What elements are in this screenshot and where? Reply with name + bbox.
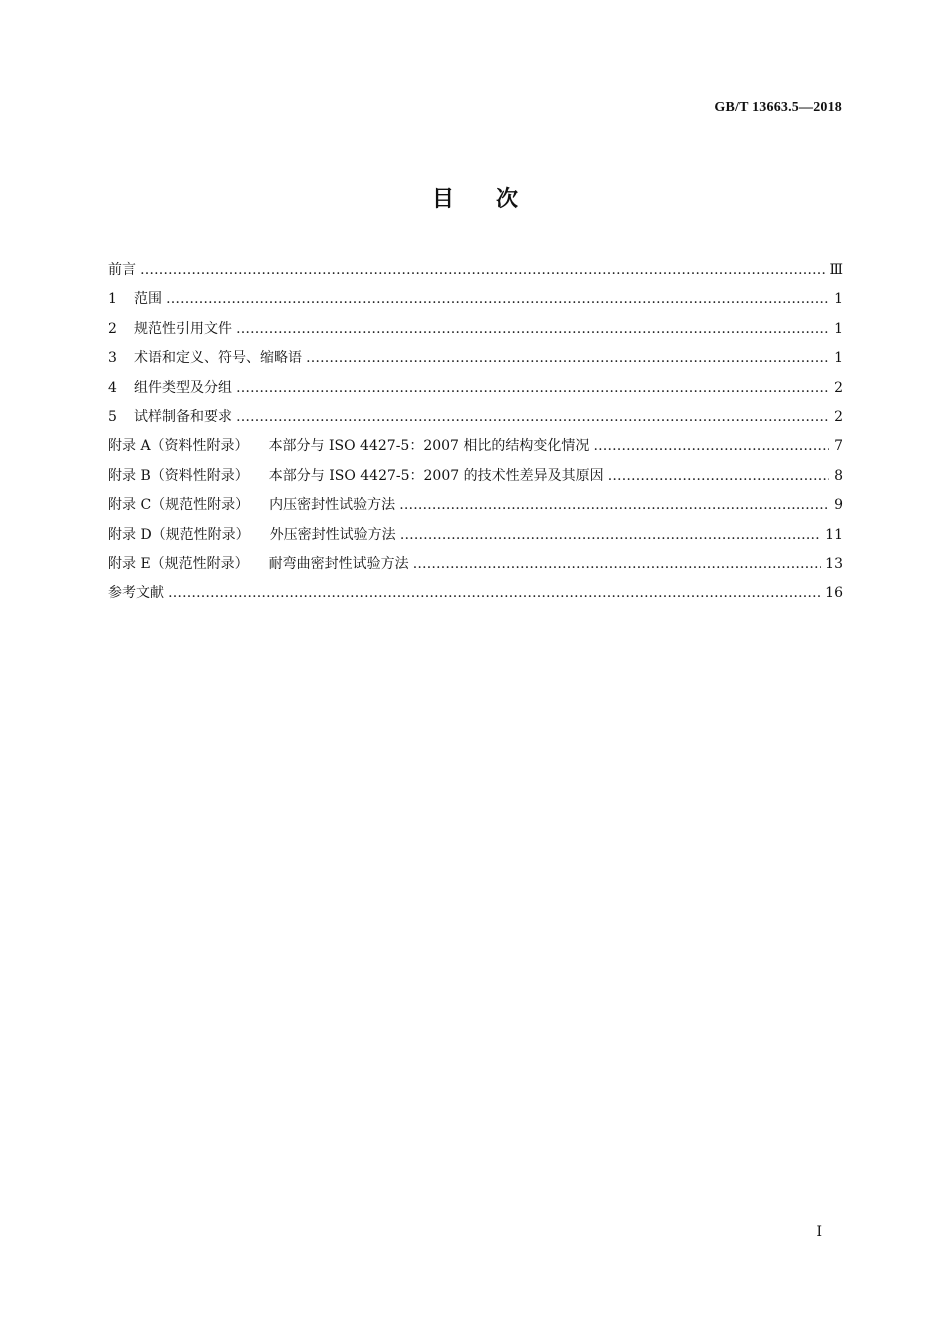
toc-leader-dots <box>608 468 829 484</box>
toc-entry-label: 本部分与 ISO 4427-5：2007 的技术性差异及其原因 <box>268 467 604 484</box>
toc-entry-number: 3 <box>108 350 117 367</box>
toc-entry-label: 耐弯曲密封性试验方法 <box>268 555 409 572</box>
toc-annex-prefix: 附录 B（资料性附录） <box>108 467 249 484</box>
toc-entry-annex-d[interactable] <box>108 524 843 553</box>
toc-entry-normative-references[interactable] <box>108 318 843 347</box>
toc-entry-label: 试样制备和要求 <box>134 408 232 425</box>
toc-entry-page: 2 <box>834 408 843 425</box>
toc-entry-label: 参考文献 <box>108 585 164 602</box>
toc-entry-number: 2 <box>108 320 117 337</box>
toc-entry-page: 1 <box>834 350 843 367</box>
toc-entry-number: 1 <box>108 291 117 308</box>
toc-entry-page: 1 <box>834 291 843 308</box>
toc-entry-page: 7 <box>834 438 843 455</box>
toc-entry-annex-c[interactable] <box>108 494 843 523</box>
toc-entry-label: 前言 <box>108 262 136 278</box>
toc-entry-label: 范围 <box>134 291 162 308</box>
toc-entry-number: 4 <box>108 379 117 396</box>
toc-entry-annex-e[interactable] <box>108 553 843 582</box>
toc-leader-dots <box>593 438 829 454</box>
toc-entry-terms[interactable] <box>108 347 843 376</box>
toc-entry-specimen-preparation[interactable] <box>108 406 843 435</box>
toc-leader-dots <box>413 556 822 572</box>
toc-annex-prefix: 附录 E（规范性附录） <box>108 555 249 572</box>
toc-leader-dots <box>400 527 821 543</box>
standard-code: GB/T 13663.5—2018 <box>714 100 842 115</box>
toc-entry-bibliography[interactable] <box>108 582 843 611</box>
toc-leader-dots <box>236 380 829 396</box>
toc-entry-label: 外压密封性试验方法 <box>269 526 396 543</box>
toc-entry-page: 9 <box>834 497 843 514</box>
toc-entry-label: 术语和定义、符号、缩略语 <box>134 350 302 367</box>
toc-entry-assembly-types[interactable] <box>108 377 843 406</box>
toc-entry-label: 内压密封性试验方法 <box>269 497 396 514</box>
title-char-1: 目 <box>431 187 454 212</box>
toc-entry-page: Ⅲ <box>829 262 843 278</box>
toc-annex-prefix: 附录 C（规范性附录） <box>108 497 250 514</box>
toc-leader-dots <box>306 350 829 366</box>
toc-entry-page: 16 <box>825 585 843 602</box>
toc-entry-label: 规范性引用文件 <box>134 320 232 337</box>
toc-entry-annex-b[interactable] <box>108 465 843 494</box>
page-number: I <box>816 1224 822 1240</box>
toc-entry-number: 5 <box>108 408 117 425</box>
toc-entry-page: 8 <box>834 467 843 484</box>
title-char-2: 次 <box>496 187 519 212</box>
toc-entry-page: 2 <box>834 379 843 396</box>
toc-entry-label: 组件类型及分组 <box>134 379 232 396</box>
toc-entry-scope[interactable] <box>108 288 843 317</box>
toc-annex-prefix: 附录 A（资料性附录） <box>108 438 249 455</box>
toc-leader-dots <box>166 291 829 307</box>
page-title <box>0 182 950 213</box>
toc-leader-dots <box>236 409 829 425</box>
toc-leader-dots <box>140 262 825 278</box>
toc-entry-page: 1 <box>834 320 843 337</box>
toc-entry-page: 11 <box>825 526 843 543</box>
toc-annex-prefix: 附录 D（规范性附录） <box>108 526 250 543</box>
toc-entry-annex-a[interactable] <box>108 435 843 464</box>
toc-leader-dots <box>399 497 829 513</box>
toc-entry-label: 本部分与 ISO 4427-5：2007 相比的结构变化情况 <box>268 438 590 455</box>
table-of-contents <box>108 259 843 612</box>
toc-entry-page: 13 <box>825 555 843 572</box>
toc-entry-foreword[interactable] <box>108 259 843 288</box>
toc-leader-dots <box>168 585 821 601</box>
toc-leader-dots <box>236 321 829 337</box>
